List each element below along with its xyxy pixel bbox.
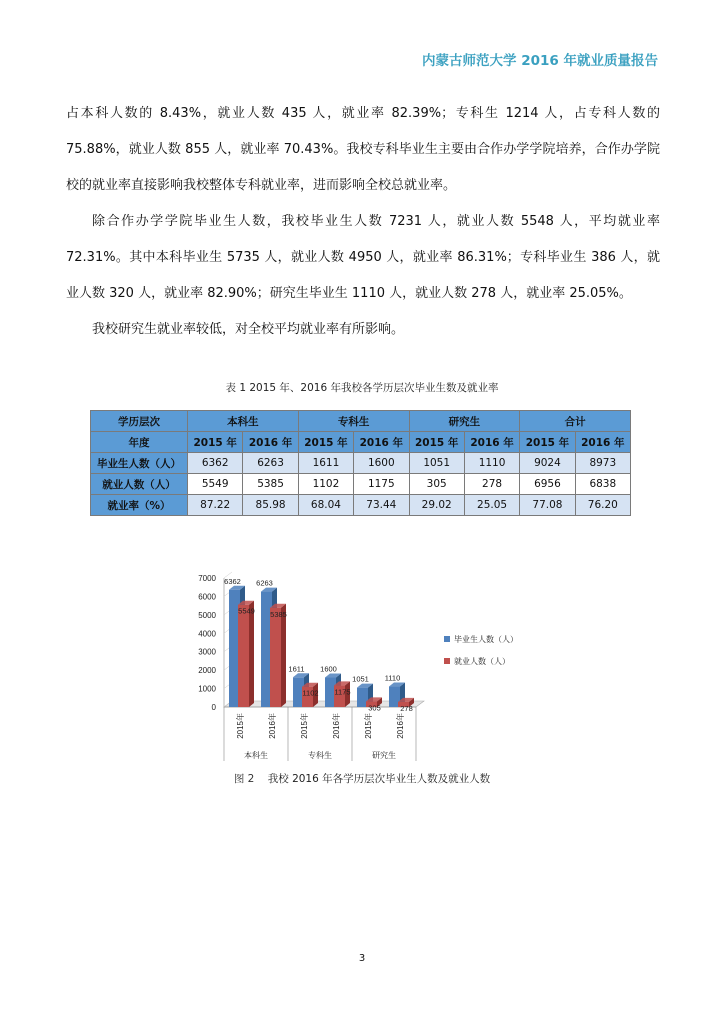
report-header-title: 内蒙古师范大学 2016 年就业质量报告 [422,53,658,69]
chart-svg [188,568,530,764]
table-cell: 6956 [520,474,575,495]
table-cell: 1102 [298,474,353,495]
table-cell: 68.04 [298,495,353,516]
corner-header-year: 年度 [91,432,188,453]
chart-bar-side [249,601,254,707]
chart-legend-label: 就业人数（人） [454,657,510,666]
chart-data-label: 6263 [256,578,273,588]
group-header-graduate: 研究生 [409,411,520,432]
table-cell: 6838 [575,474,630,495]
chart-group-label: 专科生 [308,751,332,760]
table-cell: 29.02 [409,495,464,516]
chart-x-tick-label: 2016年 [332,713,341,739]
chart-data-label: 1600 [320,664,337,674]
table-cell: 6263 [243,453,298,474]
chart-legend-swatch [444,658,450,664]
chart-y-tick-label: 5000 [198,610,216,620]
table-cell: 85.98 [243,495,298,516]
chart-legend-swatch [444,636,450,642]
chart-data-label: 278 [400,703,413,713]
chart-x-tick-label: 2015年 [236,713,245,739]
table-cell: 73.44 [354,495,409,516]
chart-y-tick-label: 2000 [198,666,216,676]
year-header: 2015 年 [298,432,353,453]
body-paragraph-2: 除合作办学学院毕业生人数，我校毕业生人数 7231 人，就业人数 5548 人，平均就业率 72.31%。其中本科毕业生 5735 人，就业人数 4950 人，就业率 86.31%；专科毕业生 386 人，就业人数 320 人，就业率 82.90%；研究生毕业生 1110 人，就业人数 278 人，就业率 25.05%。 [66,214,660,301]
page-number: 3 [358,953,366,964]
chart-data-label: 305 [368,703,381,713]
chart-group-label: 本科生 [244,751,268,760]
group-header-total: 合计 [520,411,631,432]
figure-caption [0,771,724,786]
row-label: 就业率（%） [91,495,188,516]
chart-y-tick-label: 0 [211,703,216,712]
chart-data-label: 5385 [270,609,287,619]
table-header-row-groups [91,411,631,432]
table-cell: 76.20 [575,495,630,516]
year-header: 2016 年 [464,432,519,453]
table-cell: 25.05 [464,495,519,516]
table-cell: 5549 [188,474,243,495]
chart-x-tick-label: 2015年 [300,713,309,739]
chart-y-tick-label: 4000 [198,629,216,639]
table-cell: 1611 [298,453,353,474]
table-cell: 5385 [243,474,298,495]
chart-data-label: 1611 [288,664,305,674]
body-paragraph-1: 占本科人数的 8.43%，就业人数 435 人，就业率 82.39%；专科生 1214 人，占专科人数的 75.88%，就业人数 855 人，就业率 70.43%。我校专科毕业生主要由合作办学学院培养，合作办学院校的就业率直接影响我校整体专科就业率，进而影响全校总就业率。 [66,106,660,193]
figure-number: 图 2 [233,773,255,785]
year-header: 2016 年 [243,432,298,453]
chart-data-label: 1110 [384,673,401,683]
table-cell: 278 [464,474,519,495]
chart-y-tick-label: 3000 [198,647,216,657]
table-header-row-years [91,432,631,453]
corner-header-level: 学历层次 [91,411,188,432]
graduate-stats-table [90,410,631,516]
chart-data-label: 1175 [334,687,351,697]
table-cell: 6362 [188,453,243,474]
body-paragraph-3: 我校研究生就业率较低，对全校平均就业率有所影响。 [92,322,405,337]
chart-y-tick-label: 1000 [198,684,216,694]
row-label: 毕业生人数（人） [91,453,188,474]
table-cell: 9024 [520,453,575,474]
chart-x-tick-label: 2015年 [364,713,373,739]
table-cell: 1600 [354,453,409,474]
table-cell: 305 [409,474,464,495]
chart-y-tick-label: 6000 [198,592,216,602]
group-header-undergrad: 本科生 [188,411,299,432]
table-row-graduates [91,453,631,474]
group-header-college: 专科生 [298,411,409,432]
table-cell: 1051 [409,453,464,474]
table-row-rate [91,495,631,516]
table-cell: 1110 [464,453,519,474]
chart-bar [270,608,281,707]
chart-bar-side [281,604,286,707]
chart-data-label: 1051 [352,674,369,684]
chart-x-tick-label: 2016年 [396,713,405,739]
table-cell: 1175 [354,474,409,495]
figure-caption-text: 我校 2016 年各学历层次毕业生人数及就业人数 [267,773,491,785]
row-label: 就业人数（人） [91,474,188,495]
table-cell: 8973 [575,453,630,474]
table-cell: 77.08 [520,495,575,516]
year-header: 2016 年 [575,432,630,453]
chart-data-label: 6362 [224,576,241,586]
chart-y-tick-label: 7000 [198,574,216,583]
year-header: 2015 年 [188,432,243,453]
table-cell: 87.22 [188,495,243,516]
chart-group-label: 研究生 [372,751,396,760]
year-header: 2015 年 [409,432,464,453]
year-header: 2016 年 [354,432,409,453]
chart-bar [238,605,249,707]
table-caption: 表 1 2015 年、2016 年我校各学历层次毕业生数及就业率 [225,382,499,394]
chart-data-label: 1102 [302,688,319,698]
graduates-bar-chart [188,568,530,764]
table-row-employed [91,474,631,495]
chart-data-label: 5549 [238,606,255,616]
chart-x-tick-label: 2016年 [268,713,277,739]
year-header: 2015 年 [520,432,575,453]
chart-legend-label: 毕业生人数（人） [454,635,518,644]
